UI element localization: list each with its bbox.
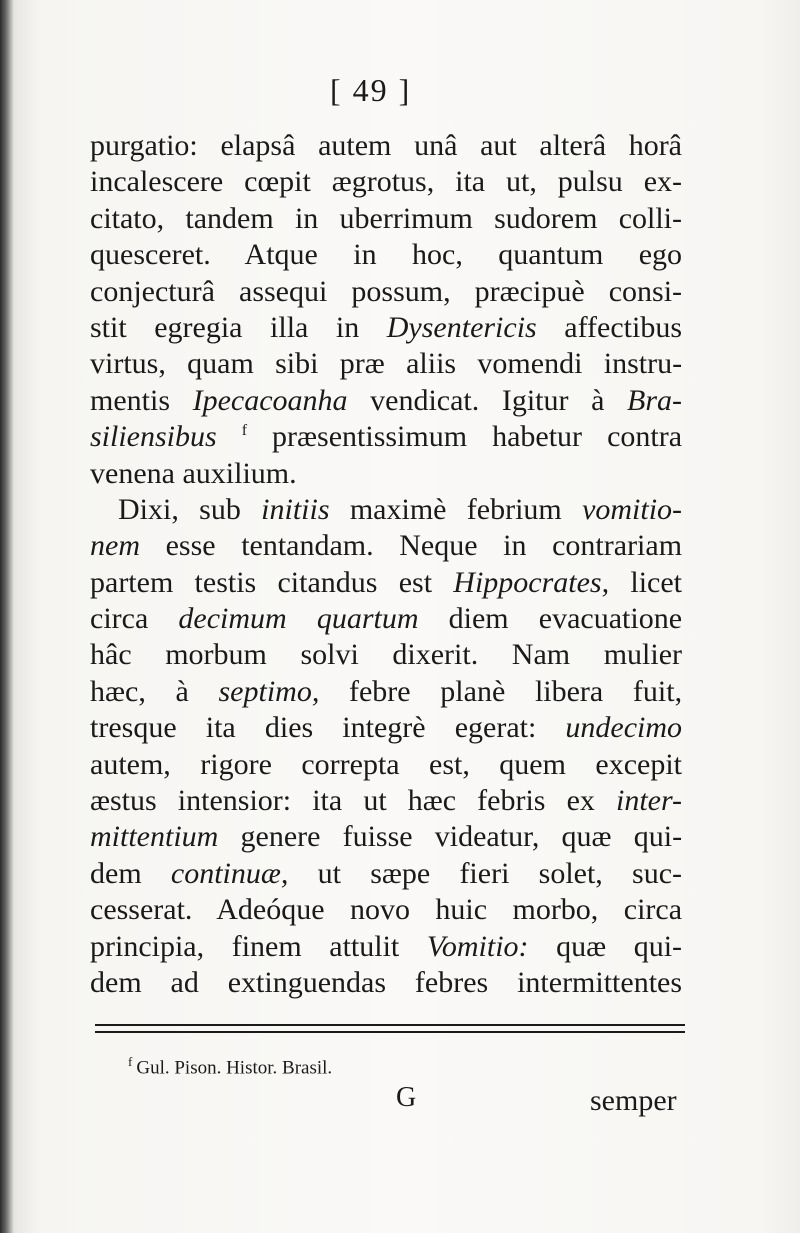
text-line: dem ad extinguendas febres intermittentes: [90, 965, 683, 999]
text-line: hæc, à septimo, febre planè libera fuit,: [90, 674, 683, 708]
footnote: [128, 1054, 332, 1079]
text-line: nem esse tentandam. Neque in contrariam: [90, 529, 683, 563]
text-line: citato, tandem in uberrimum sudorem colli-: [90, 201, 682, 235]
text-line: purgatio: elapsâ autem unâ aut alterâ horâ: [90, 129, 682, 162]
footnote-text: Gul. Pison. Histor. Brasil.: [136, 1057, 333, 1079]
page-number-header: [ 49 ]: [330, 72, 412, 108]
text-line: stit egregia illa in Dysentericis affectibus: [90, 310, 682, 344]
text-line: venena auxilium.: [90, 456, 297, 490]
text-line: tresque ita dies integrè egerat: undecimo: [90, 711, 683, 745]
italic-word: mittentium: [90, 820, 219, 854]
italic-word: vomitio-: [582, 492, 683, 526]
footnote-rule-secondary: [95, 1031, 685, 1033]
text-line: partem testis citandus est Hippocrates, licet: [90, 565, 682, 599]
body-text: [90, 128, 682, 1001]
italic-word: nem: [90, 529, 140, 563]
footnote-reference: f: [241, 422, 248, 440]
italic-word: quartum: [316, 602, 419, 636]
text-line: conjecturâ assequi possum, præcipuè consi-: [90, 274, 683, 308]
text-line: cesserat. Adeóque novo huic morbo, circa: [90, 893, 683, 927]
text-line: siliensibus $^f$ præsentissimum habetur contra: [90, 420, 683, 454]
italic-word: inter-: [616, 784, 683, 818]
footnote-mark: f: [128, 1054, 133, 1069]
text-line: circa decimum quartum diem evacuatione: [90, 602, 683, 636]
italic-word: Vomitio:: [426, 929, 529, 963]
text-line: principia, finem attulit Vomitio: quæ qui-: [90, 929, 683, 963]
text-line: mittentium genere fuisse videatur, quæ qui-: [90, 820, 683, 854]
italic-word: Dysentericis: [386, 310, 537, 344]
italic-word: undecimo: [565, 711, 683, 745]
italic-word: decimum: [178, 602, 287, 636]
italic-word: Ipecacoanha: [192, 383, 348, 417]
text-line: incalescere cœpit ægrotus, ita ut, pulsu ex-: [90, 165, 683, 199]
text-line: hâc morbum solvi dixerit. Nam mulier: [90, 638, 683, 672]
italic-word: initiis: [261, 492, 330, 526]
catchword: semper: [590, 1084, 677, 1117]
text-line: Dixi, sub initiis maximè febrium vomitio-: [118, 492, 683, 526]
italic-word: Bra-: [627, 383, 683, 417]
italic-word: Hippocrates,: [453, 565, 610, 599]
text-line: quesceret. Atque in hoc, quantum ego: [90, 238, 683, 272]
signature-mark: G: [396, 1082, 417, 1113]
text-line: virtus, quam sibi præ aliis vomendi instru-: [90, 347, 683, 381]
text-line: dem continuæ, ut sæpe fieri solet, suc-: [90, 856, 683, 890]
italic-word: siliensibus: [90, 420, 217, 454]
footnote-rule: [95, 1024, 685, 1026]
text-line: mentis Ipecacoanha vendicat. Igitur à Bra-: [90, 383, 683, 417]
text-line: autem, rigore correpta est, quem excepit: [90, 747, 683, 781]
text-line: æstus intensior: ita ut hæc febris ex inter-: [90, 784, 683, 818]
italic-word: septimo,: [218, 674, 320, 708]
italic-word: continuæ,: [170, 856, 289, 890]
